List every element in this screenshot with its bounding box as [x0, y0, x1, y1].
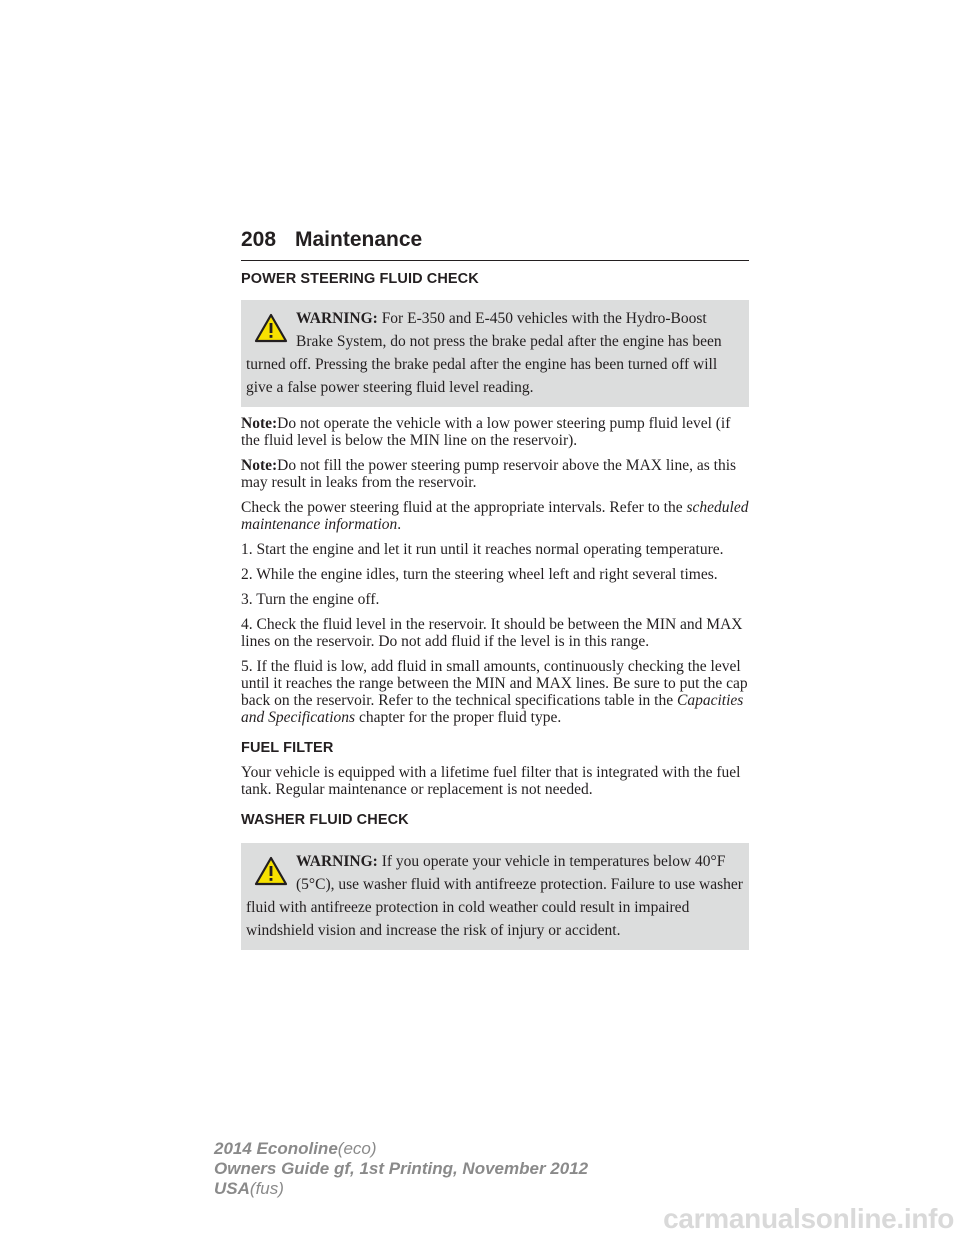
note-low-fluid — [241, 415, 749, 449]
step-1: 1. Start the engine and let it run until it reaches normal operating temperature. — [241, 541, 724, 558]
note-text: Do not operate the vehicle with a low power steering pump fluid level (if the fluid level is below the MIN line on the reservoir). — [241, 415, 731, 449]
step-3: 3. Turn the engine off. — [241, 591, 380, 608]
step-5-tail: chapter for the proper fluid type. — [358, 709, 562, 726]
watermark: carmanualsonline.info — [663, 1203, 954, 1234]
warning-box-washer-fluid — [241, 843, 749, 950]
warning-text: If you operate your vehicle in temperatures below 40°F (5°C), use washer fluid with antifreeze protection. Failure to use washer fluid with antifreeze protection in cold weather could result in impaired windshield vision and increase the risk of injury or accident. — [246, 853, 743, 939]
chapter-title: Maintenance — [295, 228, 423, 251]
warning-text: For E-350 and E-450 vehicles with the Hydro-Boost Brake System, do not press the brake pedal after the engine has been turned off. Pressing the brake pedal after the engine has been turned off will give a false power steering fluid level reading. — [246, 310, 722, 396]
step-5 — [241, 658, 749, 726]
note-text: Do not fill the power steering pump reservoir above the MAX line, as this may result in leaks from the reservoir. — [241, 457, 737, 491]
step-2: 2. While the engine idles, turn the steering wheel left and right several times. — [241, 566, 718, 583]
section-heading-fuel-filter: FUEL FILTER — [241, 740, 334, 756]
document-footer — [214, 1139, 588, 1199]
footer-model-code: (eco) — [337, 1139, 377, 1158]
capacities-reference: Capacities and Specifications — [241, 692, 744, 726]
note-label: Note: — [241, 415, 278, 432]
footer-guide: Owners Guide gf, 1st Printing, November 2012 — [214, 1159, 589, 1178]
footer-model: 2014 Econoline — [214, 1139, 338, 1158]
warning-label: WARNING: — [296, 310, 378, 327]
warning-triangle-icon — [254, 313, 288, 343]
note-label: Note: — [241, 457, 278, 474]
header-divider — [241, 260, 749, 261]
section-heading-power-steering: POWER STEERING FLUID CHECK — [241, 271, 479, 287]
footer-line-model — [214, 1139, 588, 1159]
footer-market: USA — [214, 1179, 250, 1198]
footer-market-code: (fus) — [249, 1179, 284, 1198]
maintenance-info-reference: scheduled maintenance information — [241, 499, 749, 533]
section-heading-washer-fluid: WASHER FLUID CHECK — [241, 812, 409, 828]
page-content — [241, 268, 749, 958]
intro-text: Check the power steering fluid at the appropriate intervals. Refer to the — [241, 499, 683, 516]
step-4: 4. Check the fluid level in the reservoir. It should be between the MIN and MAX lines on the reservoir. Do not add fluid if the level is in this range. — [241, 616, 743, 650]
page-number: 208 — [241, 228, 277, 251]
warning-triangle-icon — [254, 856, 288, 886]
fuel-filter-paragraph: Your vehicle is equipped with a lifetime fuel filter that is integrated with the fuel tank. Regular maintenance or replacement is not needed. — [241, 764, 741, 798]
step-5-text: 5. If the fluid is low, add fluid in small amounts, continuously checking the level until it reaches the range between the MIN and MAX lines. Be sure to put the cap back on the reservoir. Refer to the technical specifications table in the — [241, 658, 748, 709]
footer-line-market — [214, 1179, 588, 1199]
intro-tail: . — [397, 516, 402, 533]
warning-label: WARNING: — [296, 853, 378, 870]
check-intro-paragraph — [241, 499, 749, 533]
note-max-line — [241, 457, 749, 491]
warning-box-power-steering — [241, 300, 749, 407]
